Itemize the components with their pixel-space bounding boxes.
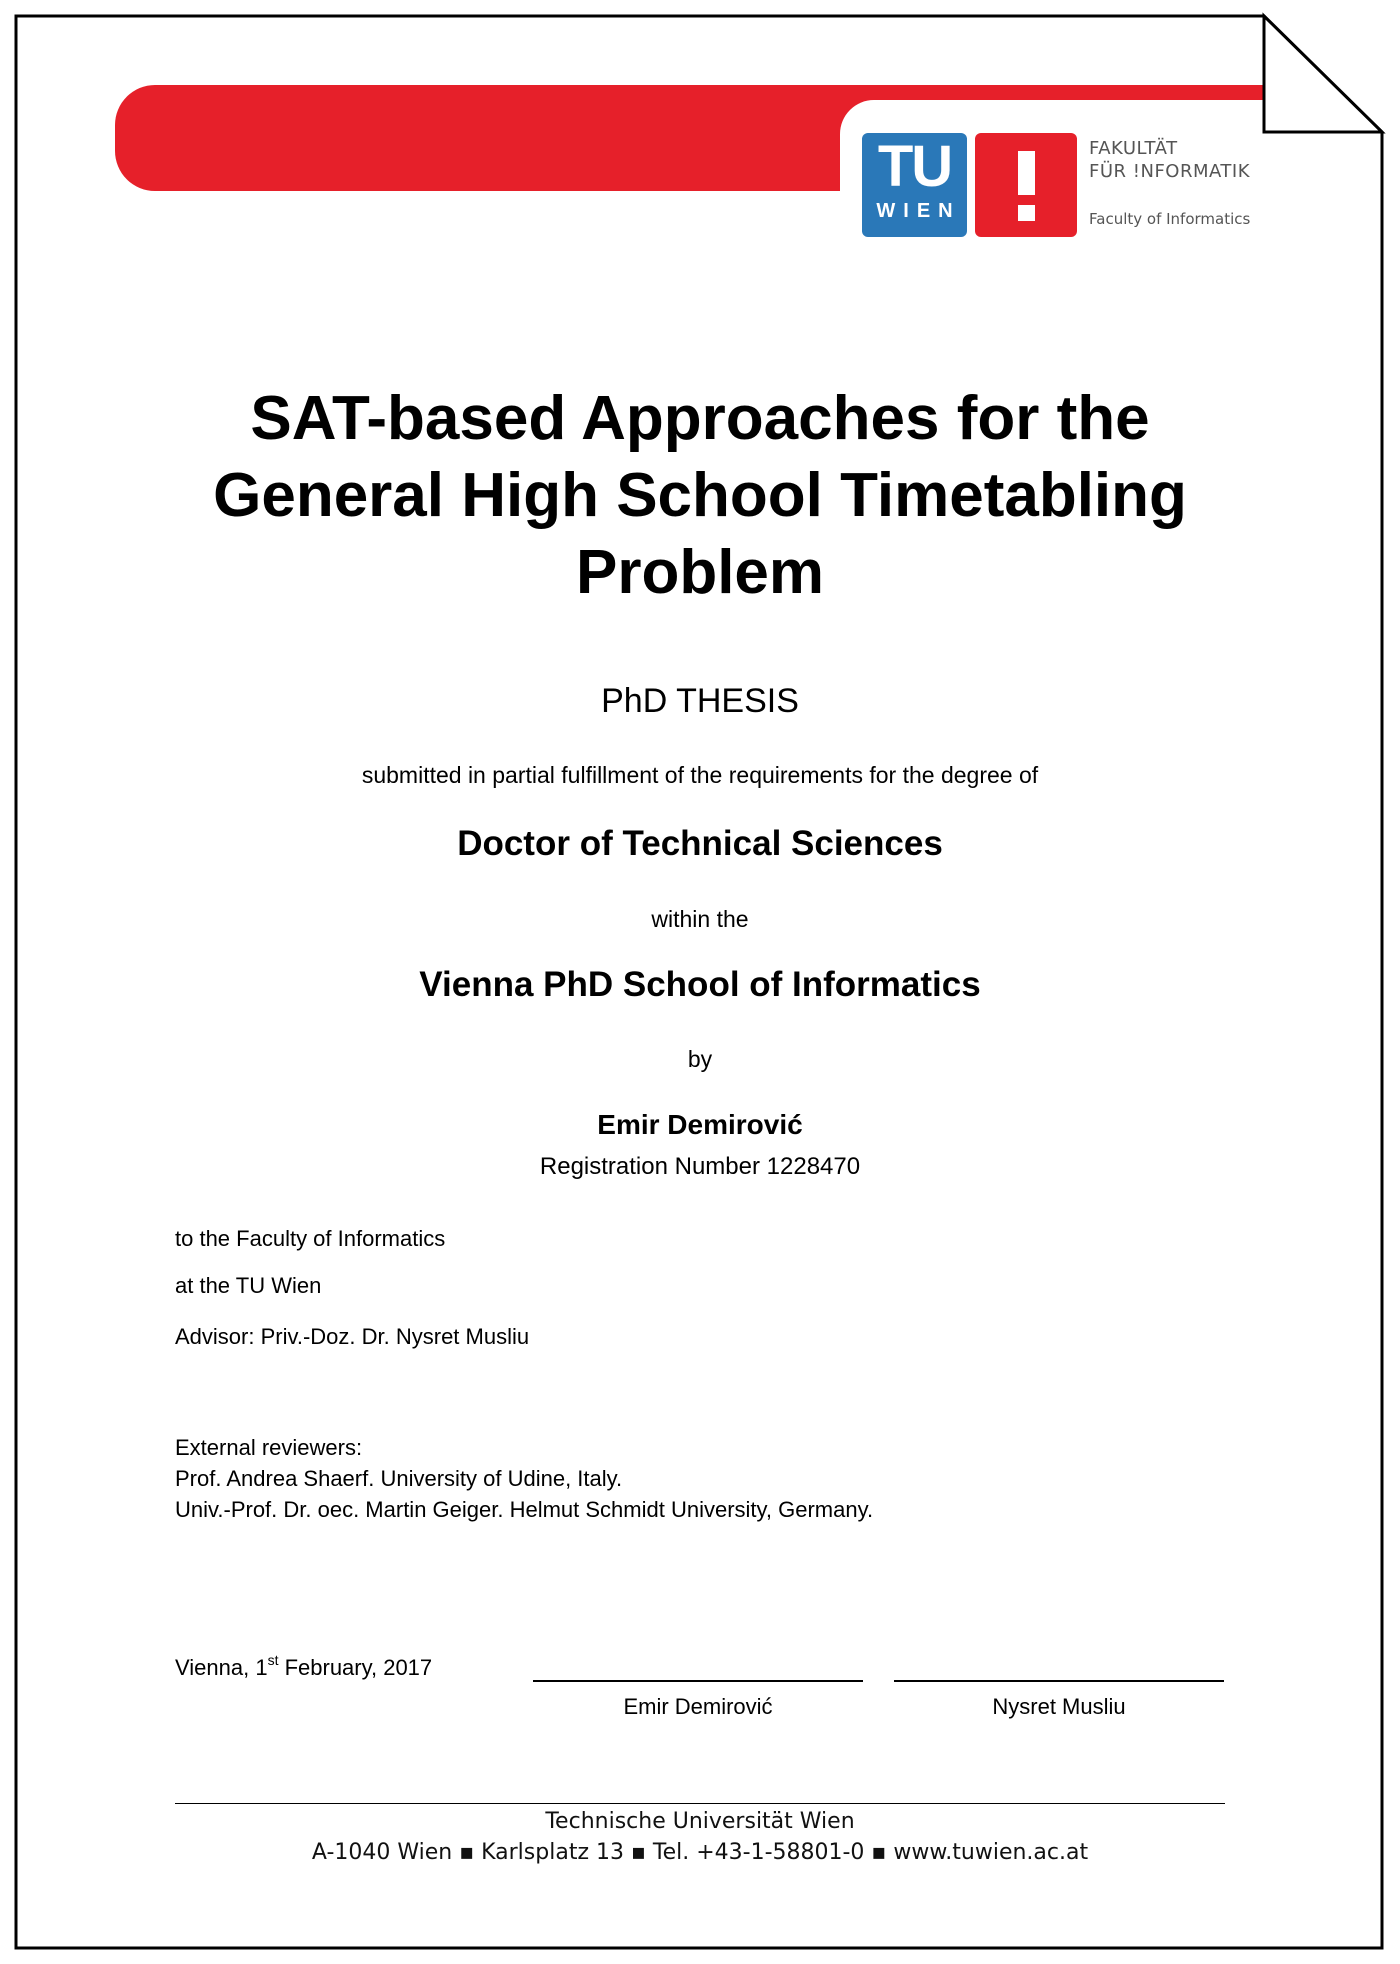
footer-address: A-1040 Wien ▪ Karlsplatz 13 ▪ Tel. +43-1-58801-0 ▪ www.tuwien.ac.at bbox=[311, 1840, 1089, 1865]
by-text: by bbox=[687, 1046, 713, 1072]
signature-name-author: Emir Demirović bbox=[623, 1694, 773, 1719]
within-text: within the bbox=[651, 906, 749, 932]
degree-name: Doctor of Technical Sciences bbox=[457, 824, 943, 863]
footer-divider bbox=[175, 1803, 1225, 1804]
wien-logo-text: WIEN bbox=[876, 200, 961, 222]
signature-line-advisor bbox=[894, 1680, 1224, 1682]
date-ordinal: st bbox=[267, 1652, 279, 1668]
registration-number: Registration Number 1228470 bbox=[539, 1153, 861, 1180]
faculty-name-en: Faculty of Informatics bbox=[1089, 210, 1251, 228]
faculty-name-de-line2: FÜR !NFORMATIK bbox=[1089, 161, 1251, 182]
date-suffix: February, 2017 bbox=[278, 1655, 433, 1680]
thesis-title: SAT-based Approaches for the General High School Timetabling Problem bbox=[213, 384, 1187, 607]
page-corner-fold bbox=[1260, 12, 1386, 136]
author-name: Emir Demirović bbox=[597, 1109, 803, 1140]
advisor-line: Advisor: Priv.-Doz. Dr. Nysret Musliu bbox=[175, 1324, 530, 1349]
date-prefix: Vienna, 1 bbox=[175, 1655, 268, 1680]
faculty-name-de-line1: FAKULTÄT bbox=[1089, 138, 1178, 159]
submission-statement: submitted in partial fulfillment of the requirements for the degree of bbox=[361, 762, 1039, 788]
tu-wien-logo bbox=[862, 133, 967, 237]
date-line bbox=[175, 1652, 433, 1681]
school-name: Vienna PhD School of Informatics bbox=[419, 965, 981, 1004]
faculty-line: to the Faculty of Informatics bbox=[175, 1226, 446, 1251]
signature-line-author bbox=[533, 1680, 863, 1682]
exclamation-dot-icon bbox=[1018, 205, 1035, 221]
signature-name-advisor: Nysret Musliu bbox=[992, 1694, 1126, 1719]
exclamation-bar-icon bbox=[1018, 151, 1035, 195]
footer-university: Technische Universität Wien bbox=[545, 1809, 855, 1834]
reviewer-item: Prof. Andrea Shaerf. University of Udine, Italy. bbox=[175, 1466, 623, 1491]
thesis-type: PhD THESIS bbox=[601, 682, 799, 720]
reviewers-heading: External reviewers: bbox=[175, 1435, 363, 1460]
reviewer-item: Univ.-Prof. Dr. oec. Martin Geiger. Helmut Schmidt University, Germany. bbox=[175, 1497, 874, 1522]
informatics-logo bbox=[975, 133, 1077, 237]
tu-logo-text: TU bbox=[877, 134, 952, 199]
university-line: at the TU Wien bbox=[175, 1273, 322, 1298]
